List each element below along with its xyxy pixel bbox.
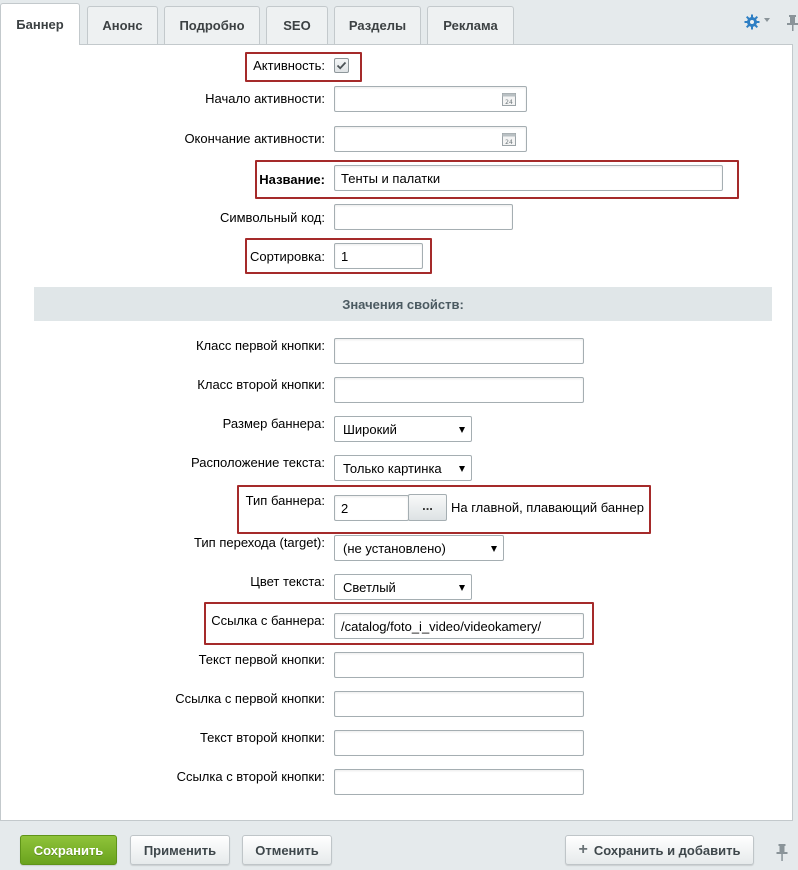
banner-link-input[interactable] (334, 613, 584, 639)
target-select[interactable] (334, 535, 504, 561)
code-input[interactable] (334, 204, 513, 230)
save-and-add-button-label: Сохранить и добавить (593, 842, 741, 858)
gear-icon (744, 14, 760, 30)
banner-link-label: Ссылка с баннера: (211, 613, 325, 628)
calendar-icon[interactable] (502, 92, 516, 106)
banner-size-value: Широкий (343, 421, 397, 437)
settings-menu[interactable] (744, 12, 774, 34)
banner-type-select-button[interactable] (408, 494, 447, 521)
dropdown-arrow-icon (491, 546, 497, 552)
tab-banner-label: Баннер (16, 17, 64, 32)
dropdown-arrow-icon (459, 466, 465, 472)
btn2-class-input[interactable] (334, 377, 584, 403)
code-label: Символьный код: (219, 210, 325, 225)
tab-details[interactable] (164, 6, 260, 44)
active-from-label: Начало активности: (205, 91, 325, 106)
tab-announce-label: Анонс (102, 18, 143, 33)
text-position-select[interactable] (334, 455, 472, 481)
sort-value: 1 (341, 248, 349, 264)
calendar-day: 24 (505, 139, 513, 146)
properties-section-header (34, 287, 772, 321)
btn2-class-label: Класс второй кнопки: (197, 377, 325, 392)
sort-input[interactable] (334, 243, 423, 269)
apply-button[interactable] (130, 835, 230, 865)
banner-size-select[interactable] (334, 416, 472, 442)
btn1-link-input[interactable] (334, 691, 584, 717)
checkmark-icon (335, 59, 348, 72)
tab-advertising[interactable] (427, 6, 514, 44)
btn1-text-label: Текст первой кнопки: (198, 652, 325, 667)
text-color-value: Светлый (343, 579, 396, 595)
tab-sections-label: Разделы (348, 18, 407, 33)
active-label: Активность: (253, 58, 325, 73)
btn2-link-label: Ссылка с второй кнопки: (176, 769, 325, 784)
tab-seo[interactable] (266, 6, 328, 44)
tab-details-label: Подробно (179, 18, 245, 33)
tab-sections[interactable] (334, 6, 421, 44)
target-value: (не установлено) (343, 540, 446, 556)
banner-link-value: /catalog/foto_i_video/videokamery/ (341, 618, 542, 634)
banner-type-label: Тип баннера: (245, 493, 325, 508)
banner-size-label: Размер баннера: (222, 416, 325, 431)
save-button-label: Сохранить (33, 842, 104, 858)
save-and-add-button[interactable] (565, 835, 754, 865)
dropdown-arrow-icon (459, 427, 465, 433)
btn2-link-input[interactable] (334, 769, 584, 795)
properties-section-title: Значения свойств: (342, 296, 464, 312)
pin-icon[interactable] (787, 13, 798, 33)
active-to-label: Окончание активности: (184, 131, 325, 146)
pin-icon[interactable] (776, 843, 788, 863)
tab-announce[interactable] (87, 6, 158, 44)
calendar-day: 24 (505, 99, 513, 106)
cancel-button[interactable] (242, 835, 332, 865)
banner-type-description: На главной, плавающий баннер (451, 500, 644, 515)
btn1-text-input[interactable] (334, 652, 584, 678)
text-position-label: Расположение текста: (191, 455, 325, 470)
name-value: Тенты и палатки (341, 170, 441, 186)
tab-advertising-label: Реклама (443, 18, 498, 33)
tab-bar (0, 0, 798, 44)
btn1-class-label: Класс первой кнопки: (195, 338, 325, 353)
chevron-down-icon (764, 18, 770, 22)
plus-icon: + (578, 841, 588, 858)
sort-label: Сортировка: (250, 249, 325, 264)
active-from-input[interactable] (334, 86, 527, 112)
text-color-label: Цвет текста: (250, 574, 325, 589)
banner-type-button-label: ... (422, 497, 433, 513)
tab-banner[interactable] (0, 3, 80, 45)
save-button[interactable] (20, 835, 117, 865)
text-position-value: Только картинка (343, 460, 442, 476)
banner-type-input[interactable] (334, 495, 409, 521)
tab-seo-label: SEO (283, 18, 311, 33)
cancel-button-label: Отменить (255, 842, 319, 858)
apply-button-label: Применить (143, 842, 217, 858)
btn1-class-input[interactable] (334, 338, 584, 364)
text-color-select[interactable] (334, 574, 472, 600)
calendar-icon[interactable] (502, 132, 516, 146)
active-to-input[interactable] (334, 126, 527, 152)
btn2-text-label: Текст второй кнопки: (199, 730, 325, 745)
active-checkbox[interactable] (334, 58, 349, 73)
btn2-text-input[interactable] (334, 730, 584, 756)
name-input[interactable] (334, 165, 723, 191)
target-label: Тип перехода (target): (194, 535, 325, 550)
dropdown-arrow-icon (459, 585, 465, 591)
btn1-link-label: Ссылка с первой кнопки: (175, 691, 325, 706)
name-label: Название: (259, 172, 325, 187)
banner-type-value: 2 (341, 500, 349, 516)
